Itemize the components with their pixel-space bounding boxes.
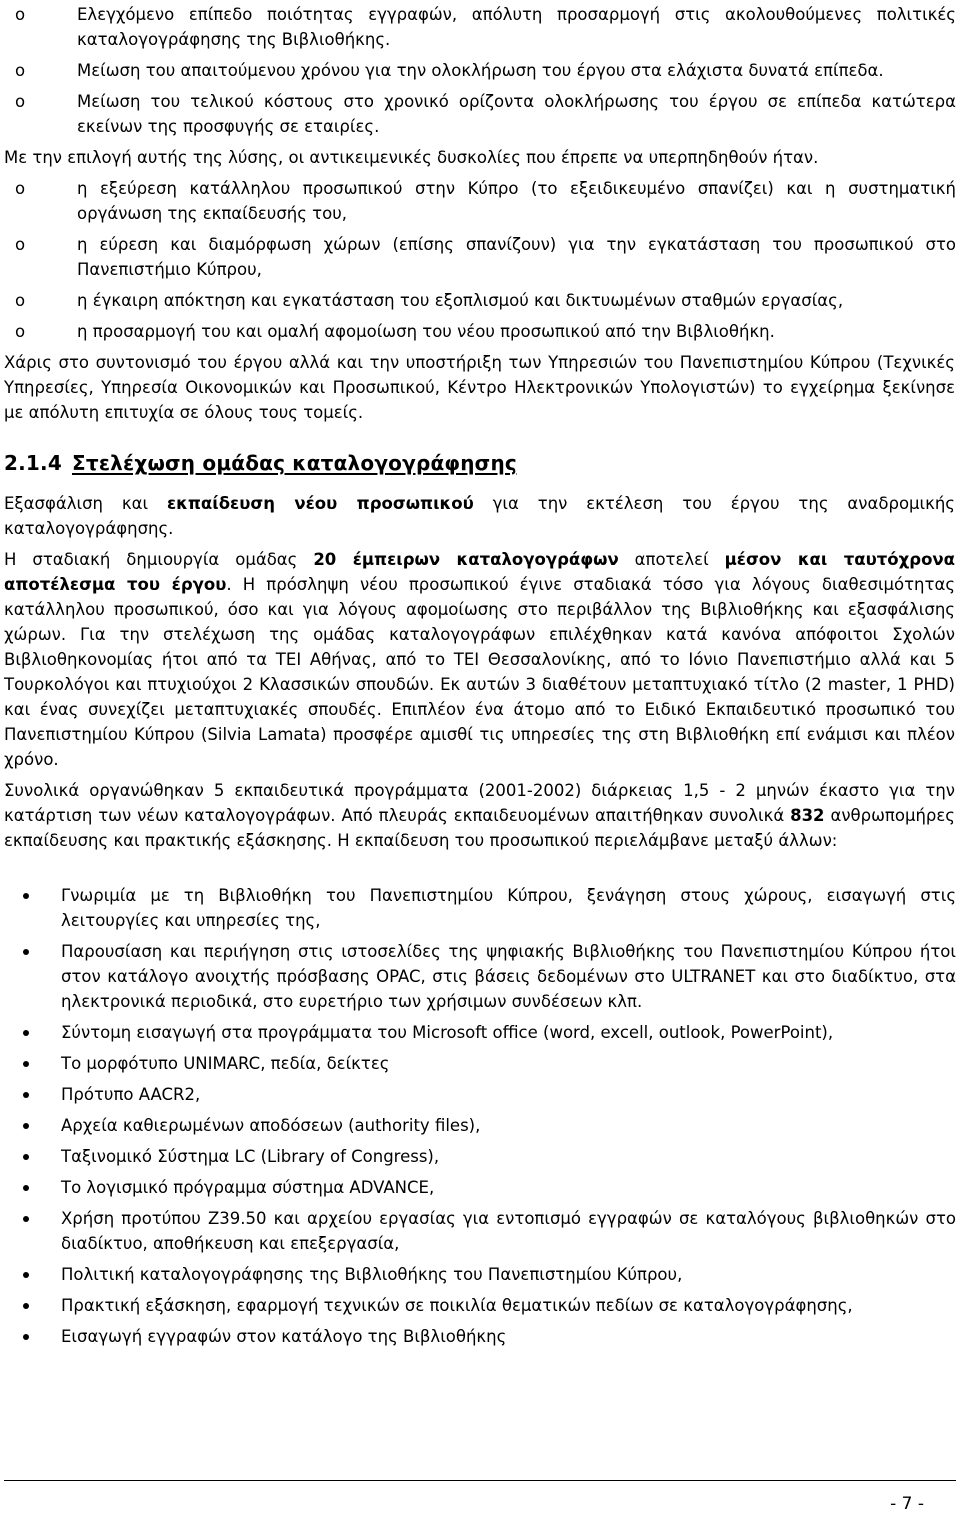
circle-bullet-icon: o: [15, 291, 26, 310]
bullet-dot-icon: [23, 1092, 29, 1098]
list-item: o Μείωση του τελικού κόστους στο χρονικό ορίζοντα ολοκλήρωσης του έργου σε επίπεδα κατώτερα εκείνων της προσφυγής σε εταιρίες.: [0, 89, 960, 139]
bullet-dot-icon: [23, 949, 29, 955]
training-list: [0, 883, 960, 1349]
circle-bullet-icon: o: [15, 5, 26, 24]
section-number: 2.1.4: [4, 451, 62, 475]
footer-divider: [4, 1480, 956, 1481]
list-item: o Ελεγχόμενο επίπεδο ποιότητας εγγραφών, απόλυτη προσαρμογή στις ακολουθούμενες πολιτικές καταλογογράφησης της Βιβλιοθήκης.: [0, 2, 960, 52]
circle-bullet-icon: o: [15, 322, 26, 341]
list-item: o Μείωση του απαιτούμενου χρόνου για την ολοκλήρωση του έργου στα ελάχιστα δυνατά επίπεδα.: [0, 58, 960, 83]
page-number: - 7 -: [890, 1494, 924, 1514]
bullet-dot-icon: [23, 1030, 29, 1036]
circle-bullet-icon: o: [15, 235, 26, 254]
bullet-dot-icon: [23, 1154, 29, 1160]
circle-bullet-icon: o: [15, 61, 26, 80]
circle-bullet-icon: o: [15, 92, 26, 111]
bullet-dot-icon: [23, 1185, 29, 1191]
list-item: Ταξινομικό Σύστημα LC (Library of Congress),: [0, 1144, 960, 1169]
goals-list: [0, 2, 960, 139]
list-item: Εισαγωγή εγγραφών στον κατάλογο της Βιβλιοθήκης: [0, 1324, 960, 1349]
list-item: Αρχεία καθιερωμένων αποδόσεων (authority files),: [0, 1113, 960, 1138]
paragraph-staffing-goal: Εξασφάλιση και εκπαίδευση νέου προσωπικού για την εκτέλεση του έργου της αναδρομικής καταλογογράφησης.: [4, 494, 955, 538]
list-item: Παρουσίαση και περιήγηση στις ιστοσελίδες της ψηφιακής Βιβλιοθήκης του Πανεπιστημίου Κύπρου ήτοι στον κατάλογο ανοιχτής πρόσβασης OPAC, στις βάσεις δεδομένων στο ULTRANET και στο διαδίκτυο, στα ηλεκτρονικά περιοδικά, στο ευρετήριο των χρήσιμων συνδέσεων κλπ.: [0, 939, 960, 1014]
bullet-dot-icon: [23, 1216, 29, 1222]
list-item: Σύντομη εισαγωγή στα προγράμματα του Microsoft office (word, excell, outlook, PowerPoint),: [0, 1020, 960, 1045]
list-item: Πρότυπο AACR2,: [0, 1082, 960, 1107]
bullet-dot-icon: [23, 1272, 29, 1278]
list-item: Το μορφότυπο UNIMARC, πεδία, δείκτες: [0, 1051, 960, 1076]
bullet-dot-icon: [23, 893, 29, 899]
list-item: o η εξεύρεση κατάλληλου προσωπικού στην Κύπρο (το εξειδικευμένο σπανίζει) και η συστηματική οργάνωση της εκπαίδευσής του,: [0, 176, 960, 226]
list-item: Χρήση προτύπου Z39.50 και αρχείου εργασίας για εντοπισμό εγγραφών σε καταλόγους βιβλιοθηκών στο διαδίκτυο, αποθήκευση και επεξεργασία,: [0, 1206, 960, 1256]
list-item: o η προσαρμογή του και ομαλή αφομοίωση του νέου προσωπικού από την Βιβλιοθήκη.: [0, 319, 960, 344]
bullet-dot-icon: [23, 1061, 29, 1067]
circle-bullet-icon: o: [15, 179, 26, 198]
difficulties-list: [0, 176, 960, 344]
list-item: Πρακτική εξάσκηση, εφαρμογή τεχνικών σε ποικιλία θεματικών πεδίων σε καταλογογράφησης,: [0, 1293, 960, 1318]
bullet-dot-icon: [23, 1123, 29, 1129]
section-title: Στελέχωση ομάδας καταλογογράφησης: [72, 451, 517, 475]
bullet-dot-icon: [23, 1334, 29, 1340]
list-item: o η έγκαιρη απόκτηση και εγκατάσταση του εξοπλισμού και δικτυωμένων σταθμών εργασίας,: [0, 288, 960, 313]
paragraph-team-creation: Η σταδιακή δημιουργία ομάδας 20 έμπειρων καταλογογράφων αποτελεί μέσον και ταυτόχρονα αποτέλεσμα του έργου. Η πρόσληψη νέου προσωπικού έγινε σταδιακά τόσο για λόγους διαθεσιμότητας κατάλληλου προσωπικού, όσο και για λόγους αφομοίωσης στο περιβάλλον της Βιβλιοθήκης και εξασφάλισης χώρων. Για την στελέχωση της ομάδας καταλογογράφων επιλέχθηκαν κατά κανόνα απόφοιτοι Σχολών Βιβλιοθηκονομίας ήτοι από τα ΤΕΙ Αθήνας, από το ΤΕΙ Θεσσαλονίκης, από το Ιόνιο Πανεπιστήμιο αλλά και 5 Τουρκολόγοι και πτυχιούχοι 2 Κλασσικών σπουδών. Εκ αυτών 3 διαθέτουν μεταπτυχιακό τίτλο (2 master, 1 PHD) και ένας συνεχίζει μεταπτυχιακές σπουδές. Επιπλέον ένα άτομο από το Ειδικό Εκπαιδευτικό προσωπικό του Πανεπιστημίου Κύπρου (Silvia Lamata) προσφέρε αμισθί τις υπηρεσίες της στη Βιβλιοθήκη επί ενάμισι και πλέον χρόνο.: [4, 550, 956, 769]
list-item: Το λογισμικό πρόγραμμα σύστημα ADVANCE,: [0, 1175, 960, 1200]
difficulties-intro: Με την επιλογή αυτής της λύσης, οι αντικειμενικές δυσκολίες που έπρεπε να υπερπηδηθούν ήταν.: [4, 148, 819, 167]
list-item: Γνωριμία με τη Βιβλιοθήκη του Πανεπιστημίου Κύπρου, ξενάγηση στους χώρους, εισαγωγή στις λειτουργίες και υπηρεσίες της,: [0, 883, 960, 933]
list-item: o η εύρεση και διαμόρφωση χώρων (επίσης σπανίζουν) για την εγκατάσταση του προσωπικού στο Πανεπιστήμιο Κύπρου,: [0, 232, 960, 282]
section-heading: [0, 449, 960, 477]
paragraph-training-programs: Συνολικά οργανώθηκαν 5 εκπαιδευτικά προγράμματα (2001-2002) διάρκειας 1,5 - 2 μηνών έκαστο για την κατάρτιση των νέων καταλογογράφων. Από πλευράς εκπαιδευομένων απαιτήθηκαν συνολικά 832 ανθρωπομήρες εκπαίδευσης και πρακτικής εξάσκησης. Η εκπαίδευση του προσωπικού περιελάμβανε μεταξύ άλλων:: [4, 781, 955, 850]
list-item: Πολιτική καταλογογράφησης της Βιβλιοθήκης του Πανεπιστημίου Κύπρου,: [0, 1262, 960, 1287]
bullet-dot-icon: [23, 1303, 29, 1309]
thanks-paragraph: Χάρις στο συντονισμό του έργου αλλά και την υποστήριξη των Υπηρεσιών του Πανεπιστημίου Κύπρου (Τεχνικές Υπηρεσίες, Υπηρεσία Οικονομικών και Προσωπικού, Κέντρο Ηλεκτρονικών Υπολογιστών) το εγχείρημα ξεκίνησε με απόλυτη επιτυχία σε όλους τους τομείς.: [4, 353, 955, 422]
